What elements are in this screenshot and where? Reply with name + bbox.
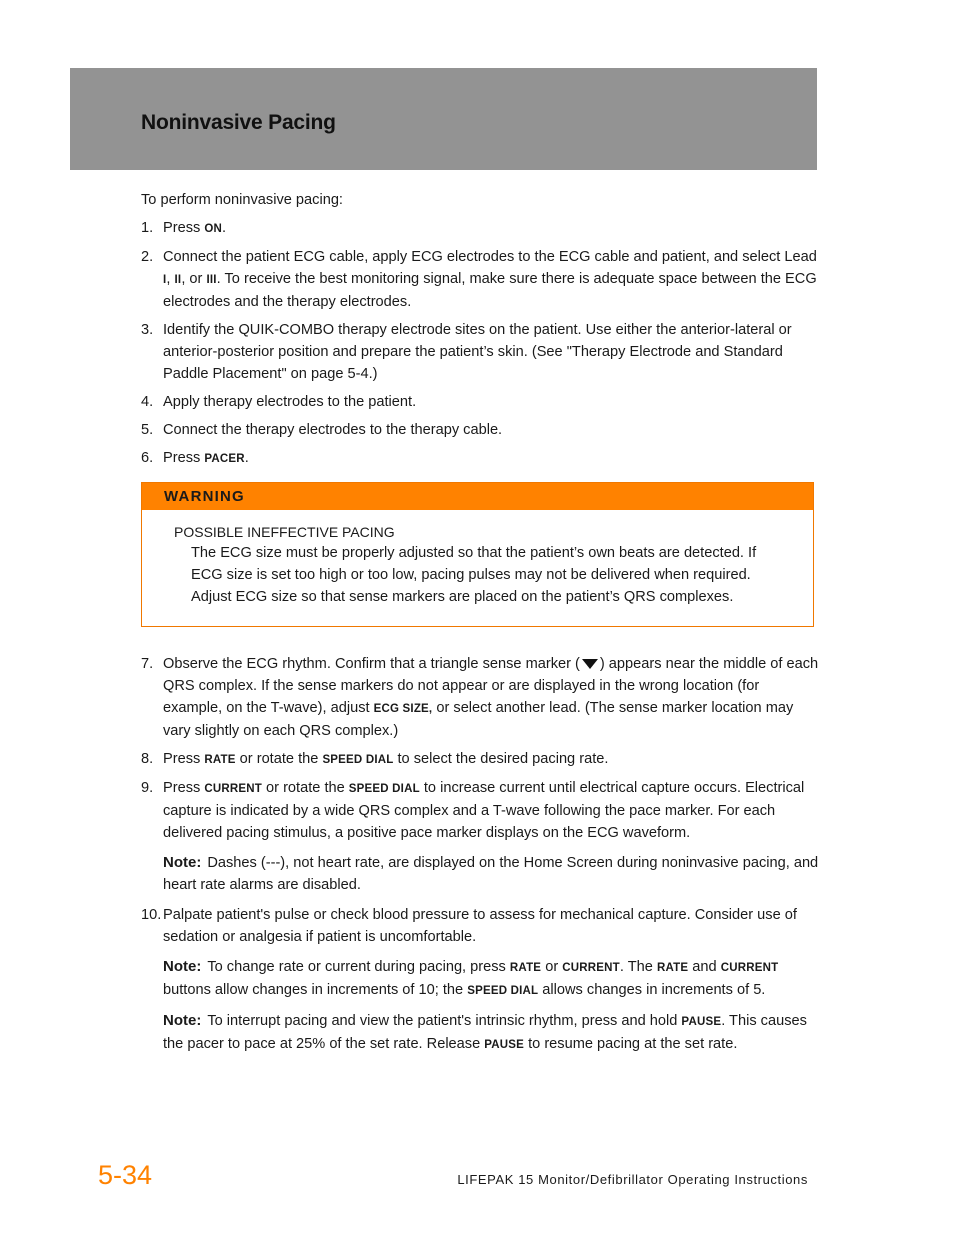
main-content: [141, 189, 821, 1064]
key-lead-iii: III: [206, 274, 217, 286]
warning-body: [142, 510, 813, 626]
key-current: CURRENT: [204, 783, 262, 795]
step-2: 2. Connect the patient ECG cable, apply ECG electrodes to the ECG cable and patient, and select Lead I, II, or III. To receive the best monitoring signal, make sure there is adequate space between the ECG electrodes and the therapy electrodes.: [141, 249, 817, 310]
key-rate: RATE: [656, 962, 689, 974]
step-6: 6. Press PACER.: [141, 450, 249, 466]
key-speed-dial: SPEED DIAL: [322, 754, 394, 766]
step-10: 10. Palpate patient's pulse or check blood pressure to assess for mechanical capture. Consider use of sedation or analgesia if patient is uncomfortable.: [141, 907, 797, 945]
step-7: 7. Observe the ECG rhythm. Confirm that a triangle sense marker ( ) appears near the middle of each QRS complex. If the sense markers do not appear or are displayed in the wrong location (for example, on the T-wave), adjust ECG SIZE, or select another lead. (The sense marker location may vary slightly on each QRS complex.): [141, 656, 819, 739]
key-current: CURRENT: [720, 962, 779, 974]
step-9: 9. Press CURRENT or rotate the SPEED DIAL to increase current until electrical capture occurs. Electrical capture is indicated by a wide QRS complex and a T-wave following the pace marker. For each delivered pacing stimulus, a positive pace marker displays on the ECG waveform.: [141, 780, 805, 841]
note-1: Note: Dashes (---), not heart rate, are displayed on the Home Screen during noninvasive pacing, and heart rate alarms are disabled.: [163, 854, 819, 893]
steps-list: [141, 217, 821, 470]
sense-marker-triangle-icon: [582, 659, 598, 669]
step-5: 5. Connect the therapy electrodes to the therapy cable.: [141, 422, 503, 438]
warning-label: WARNING: [142, 483, 813, 510]
note-label: Note:: [163, 854, 202, 871]
key-rate: RATE: [204, 754, 236, 766]
key-lead-i: I: [163, 274, 167, 286]
steps-list-final: [141, 904, 821, 948]
warning-text: The ECG size must be properly adjusted so that the patient’s own beats are detected. If ECG size is set too high or too low, pacing pulses may not be delivered when required. Adjust ECG size so that sense markers are placed on the patient’s QRS complexes.: [191, 545, 757, 605]
page-number: 5-34: [98, 1160, 153, 1190]
warning-box: [141, 482, 814, 627]
key-pause: PAUSE: [484, 1039, 525, 1051]
step-8: 8. Press RATE or rotate the SPEED DIAL to select the desired pacing rate.: [141, 751, 609, 767]
steps-list-continued: [141, 653, 821, 844]
key-on: ON: [204, 223, 223, 235]
note-label: Note:: [163, 958, 202, 975]
key-rate: RATE: [509, 962, 542, 974]
key-pacer: PACER: [204, 453, 245, 465]
key-ecg-size: ECG SIZE,: [373, 703, 433, 715]
warning-title: POSSIBLE INEFFECTIVE PACING: [174, 524, 395, 540]
note-label: Note:: [163, 1012, 202, 1029]
key-speed-dial: SPEED DIAL: [467, 985, 539, 997]
footer-doc-title: LIFEPAK 15 Monitor/Defibrillator Operating Instructions: [457, 1172, 808, 1187]
step-1: 1. Press ON.: [141, 220, 227, 236]
key-speed-dial: SPEED DIAL: [348, 783, 420, 795]
note-2: Note: To change rate or current during pacing, press RATE or CURRENT. The RATE and CURRENT buttons allow changes in increments of 10; the SPEED DIAL allows changes in increments of 5.: [163, 958, 779, 998]
key-lead-ii: II: [174, 274, 182, 286]
key-current: CURRENT: [562, 962, 620, 974]
page-title: Noninvasive Pacing: [141, 111, 336, 134]
key-pause: PAUSE: [681, 1016, 722, 1028]
step-3: 3. Identify the QUIK-COMBO therapy electrode sites on the patient. Use either the anterior-lateral or anterior-posterior position and prepare the patient’s skin. (See "Therapy Electrode and Standard Paddle Placement" on page 5-4.): [141, 322, 792, 382]
note-3: Note: To interrupt pacing and view the patient's intrinsic rhythm, press and hold PAUSE. This causes the pacer to pace at 25% of the set rate. Release PAUSE to resume pacing at the set rate.: [163, 1012, 807, 1052]
step-4: 4. Apply therapy electrodes to the patient.: [141, 394, 417, 410]
intro-text: To perform noninvasive pacing:: [141, 192, 343, 208]
